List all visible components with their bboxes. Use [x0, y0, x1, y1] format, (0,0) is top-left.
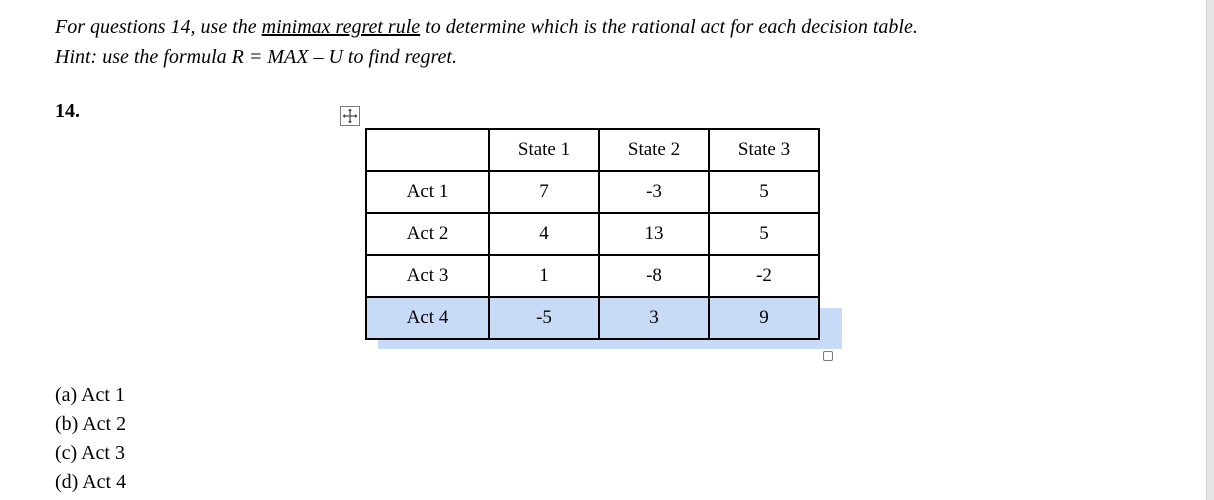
utility-cell[interactable]: 7	[489, 171, 599, 213]
choice-c[interactable]: (c) Act 3	[55, 442, 125, 464]
utility-cell[interactable]: 1	[489, 255, 599, 297]
instructions-suffix: to determine which is the rational act for each decision table.	[420, 16, 918, 38]
utility-cell[interactable]: 3	[599, 297, 709, 339]
instructions-hint: Hint: use the formula R = MAX – U to find regret.	[55, 46, 457, 68]
instructions-line-1	[55, 12, 918, 42]
utility-cell[interactable]: 5	[709, 171, 819, 213]
instructions	[55, 12, 918, 72]
act-label-cell[interactable]: Act 3	[366, 255, 489, 297]
choice-b[interactable]: (b) Act 2	[55, 413, 127, 435]
utility-cell[interactable]: -8	[599, 255, 709, 297]
act-label-cell[interactable]: Act 2	[366, 213, 489, 255]
header-corner-cell[interactable]	[366, 129, 489, 171]
header-cell-state-3[interactable]: State 3	[709, 129, 819, 171]
table-row	[366, 213, 819, 255]
utility-cell[interactable]: -5	[489, 297, 599, 339]
answer-choices	[55, 381, 126, 497]
decision-table	[365, 128, 820, 340]
utility-cell[interactable]: -3	[599, 171, 709, 213]
utility-cell[interactable]: 4	[489, 213, 599, 255]
table-row	[366, 171, 819, 213]
table-move-handle[interactable]	[340, 106, 360, 126]
question-number: 14.	[55, 100, 80, 122]
utility-cell[interactable]: 5	[709, 213, 819, 255]
utility-cell[interactable]: 9	[709, 297, 819, 339]
table-row	[366, 297, 819, 339]
act-label-cell[interactable]: Act 4	[366, 297, 489, 339]
act-label-cell[interactable]: Act 1	[366, 171, 489, 213]
utility-cell[interactable]: 13	[599, 213, 709, 255]
table-header-row	[366, 129, 819, 171]
choice-d[interactable]: (d) Act 4	[55, 471, 127, 493]
table-row	[366, 255, 819, 297]
move-arrows-icon	[341, 107, 359, 125]
choice-a[interactable]: (a) Act 1	[55, 384, 125, 406]
page-edge	[1206, 0, 1214, 500]
utility-cell[interactable]: -2	[709, 255, 819, 297]
header-cell-state-2[interactable]: State 2	[599, 129, 709, 171]
table-resize-handle[interactable]	[823, 351, 833, 361]
minimax-regret-rule-link: minimax regret rule	[261, 16, 421, 38]
header-cell-state-1[interactable]: State 1	[489, 129, 599, 171]
instructions-prefix: For questions 14, use the	[55, 16, 262, 38]
